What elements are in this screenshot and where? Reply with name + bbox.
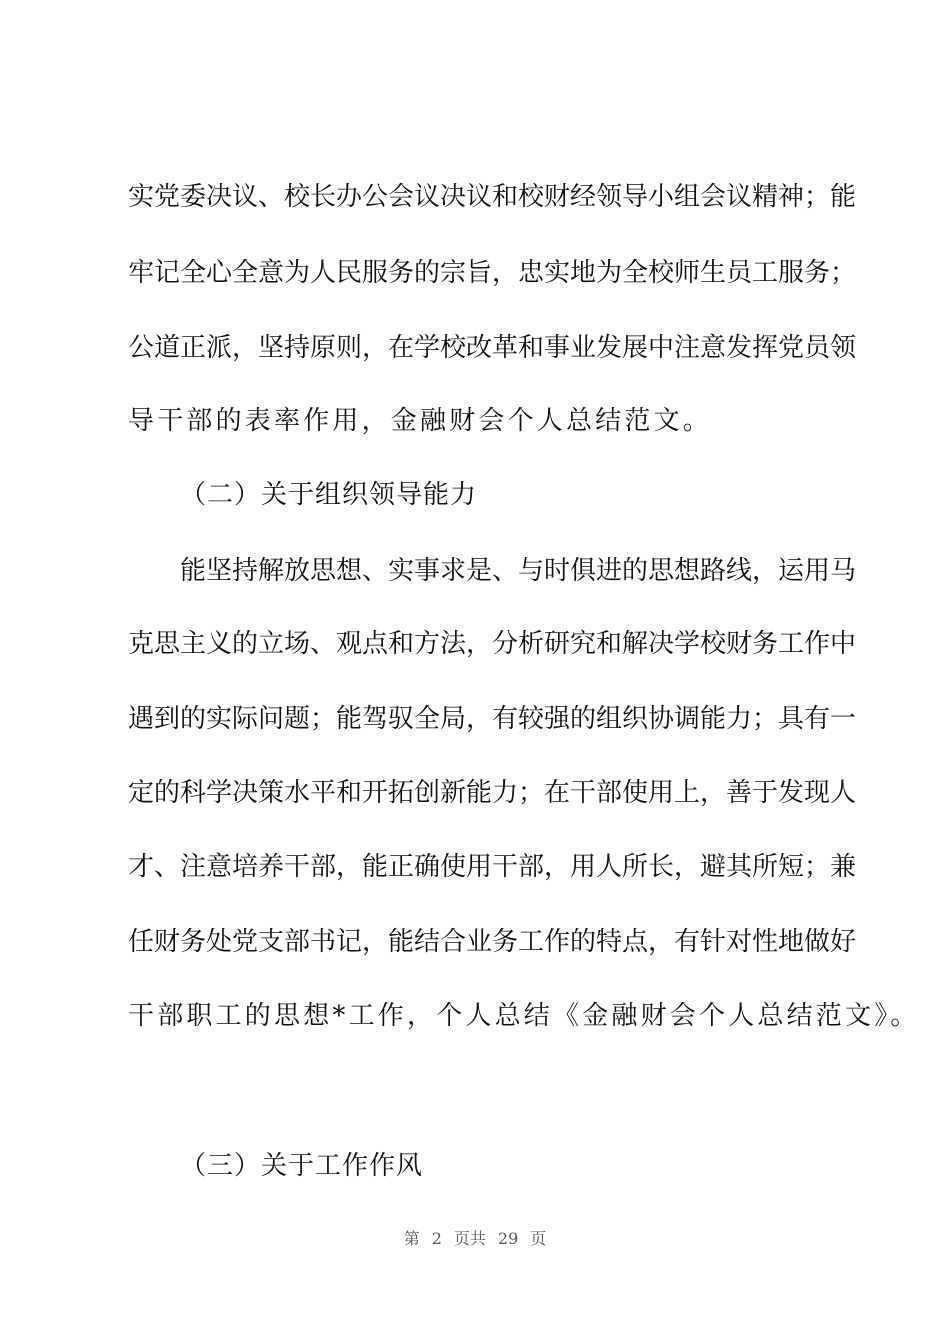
paragraph-2-line-1: 能坚持解放思想、实事求是、与时俱进的思想路线，运用马 [180, 556, 857, 586]
page-label-prefix: 第 [403, 1229, 420, 1248]
paragraph-2-line-5: 才、注意培养干部，能正确使用干部，用人所长，避其所短；兼 [128, 852, 857, 882]
paragraph-2-line-7: 干部职工的思想*工作，个人总结《金融财会个人总结范文》。 [128, 1001, 920, 1031]
paragraph-1-line-2: 牢记全心全意为人民服务的宗旨，忠实地为全校师生员工服务； [128, 258, 857, 288]
page-label-suffix: 页 [530, 1229, 547, 1248]
page-footer [0, 1229, 950, 1249]
section-heading-3: （三）关于工作作风 [180, 1151, 424, 1181]
paragraph-1-line-4: 导干部的表率作用，金融财会个人总结范文。 [128, 406, 713, 436]
section-heading-2: （二）关于组织领导能力 [180, 480, 478, 510]
paragraph-2-line-3: 遇到的实际问题；能驾驭全局，有较强的组织协调能力；具有一 [128, 704, 857, 734]
paragraph-2-line-6: 任财务处党支部书记，能结合业务工作的特点，有针对性地做好 [128, 927, 857, 957]
paragraph-1-line-1: 实党委决议、校长办公会议决议和校财经领导小组会议精神；能 [128, 182, 857, 212]
page-label-middle: 页共 [453, 1229, 486, 1248]
current-page-number: 2 [431, 1229, 442, 1248]
paragraph-2-line-4: 定的科学决策水平和开拓创新能力；在干部使用上，善于发现人 [128, 778, 857, 808]
paragraph-2-line-2: 克思主义的立场、观点和方法，分析研究和解决学校财务工作中 [128, 629, 857, 659]
total-pages-number: 29 [497, 1229, 519, 1248]
paragraph-1-line-3: 公道正派，坚持原则，在学校改革和事业发展中注意发挥党员领 [128, 333, 857, 363]
